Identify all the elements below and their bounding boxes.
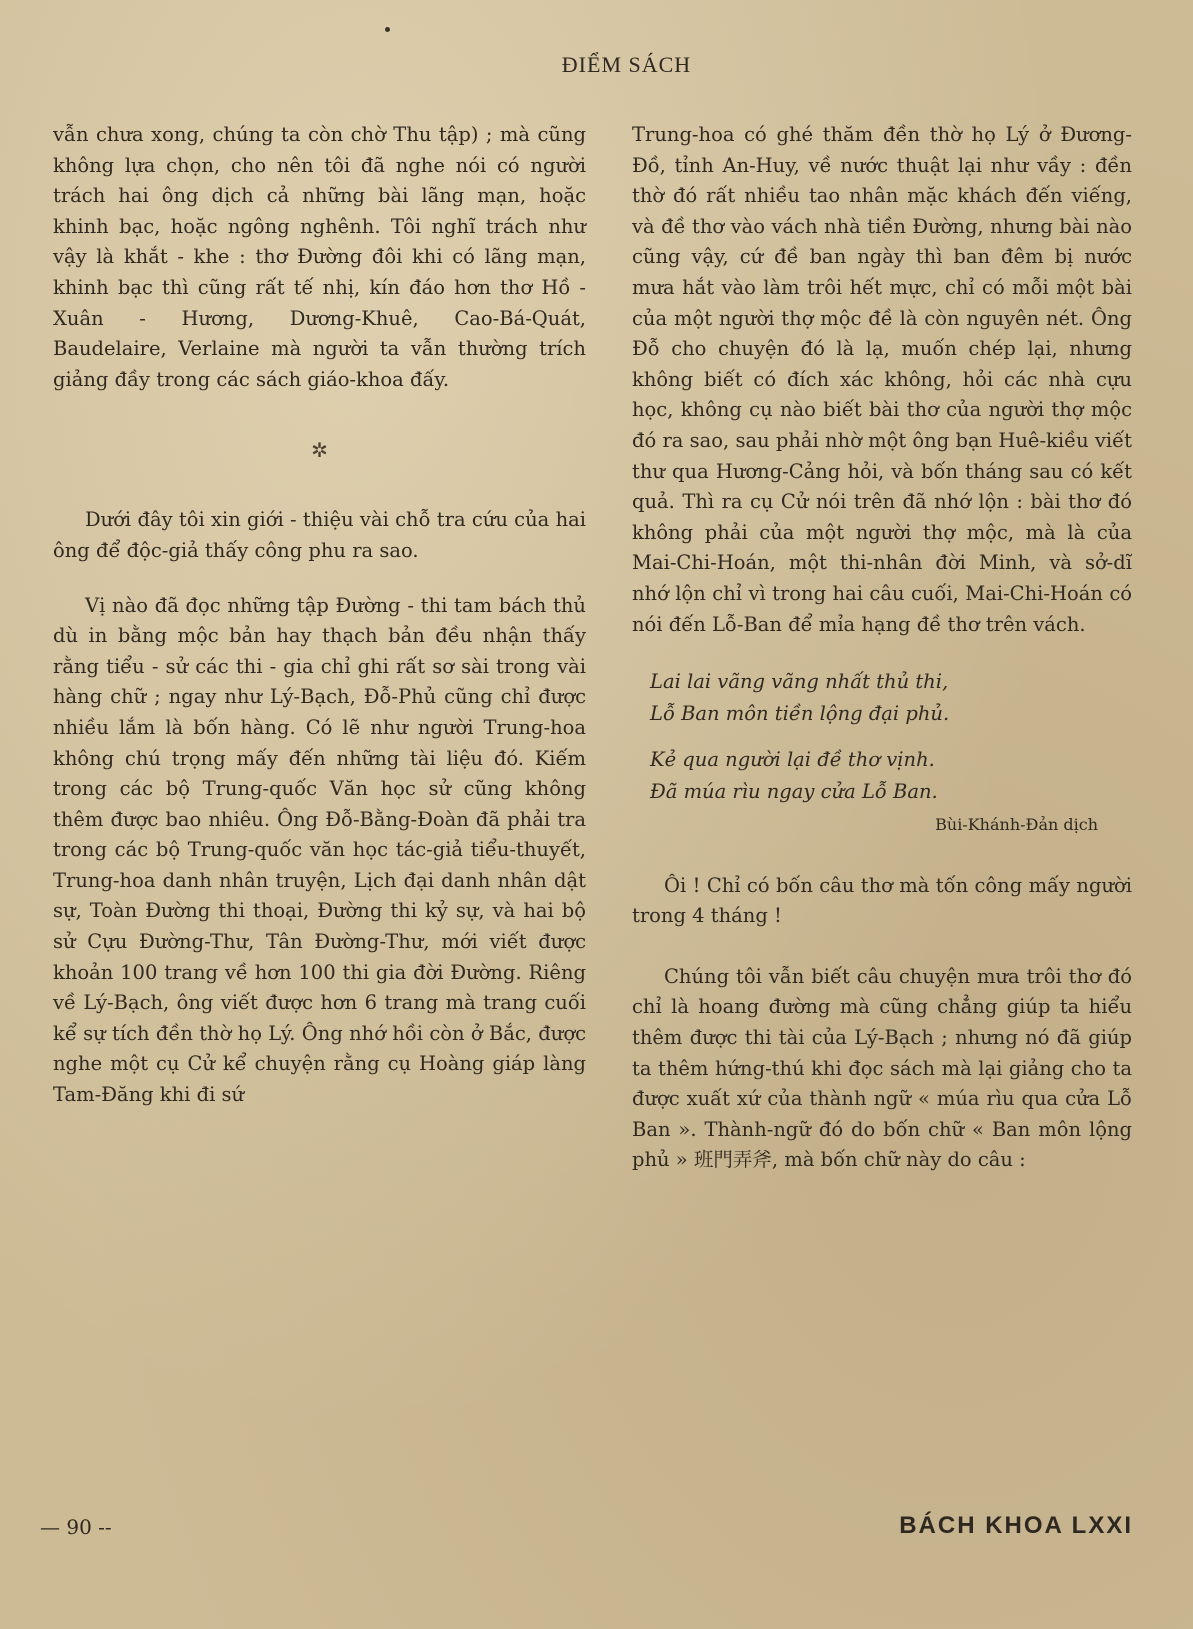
right-paragraph-2: Ôi ! Chỉ có bốn câu thơ mà tốn công mấy người trong 4 tháng ! <box>632 873 1132 928</box>
right-paragraph-3: Chúng tôi vẫn biết câu chuyện mưa trôi thơ đó chỉ là hoang đường mà cũng chẳng giúp ta hiểu thêm được thi tài của Lý-Bạch ; nhưng nó đã giúp ta thêm hứng-thú khi đọc sách mà lại giảng cho ta được xuất xứ của thành ngữ « múa rìu qua cửa Lỗ Ban ». Thành-ngữ đó do bốn chữ « Ban môn lộng phủ » 班門弄斧, mà bốn chữ này do câu : <box>632 964 1132 1172</box>
section-separator: ✲ <box>311 438 328 463</box>
poem-line: Kẻ qua người lại đề thơ vịnh. <box>650 748 935 772</box>
right-paragraph-1: Trung-hoa có ghé thăm đền thờ họ Lý ở Đương-Đồ, tỉnh An-Huy, về nước thuật lại như vầy : đền thờ đó rất nhiều tao nhân mặc khách đến viếng, và đề thơ vào vách nhà tiền Đường, nhưng bài nào cũng vậy, cứ đề ban ngày thì ban đêm bị nước mưa hắt vào làm trôi hết mực, chỉ có mỗi một bài của một người thợ mộc đề là còn nguyên nét. Ông Đỗ cho chuyện đó là lạ, muốn chép lại, nhưng không biết có đích xác không, hỏi các nhà cựu học, không cụ nào biết bài thơ của người thợ mộc đó ra sao, sau phải nhờ một ông bạn Huê-kiều viết thư qua Hương-Cảng hỏi, và bốn tháng sau có kết quả. Thì ra cụ Cử nói trên đã nhớ lộn : bài thơ đó không phải của một người thợ mộc, mà là của Mai-Chi-Hoán, một thi-nhân đời Minh, và sở-dĩ nhớ lộn chỉ vì trong hai câu cuối, Mai-Chi-Hoán có nói đến Lỗ-Ban để mỉa hạng đề thơ trên vách. <box>632 123 1132 636</box>
left-column <box>53 120 586 1111</box>
publication-name: BÁCH KHOA LXXI <box>899 1512 1133 1539</box>
running-title: ĐIỂM SÁCH <box>561 52 692 77</box>
page-number: — 90 -- <box>40 1515 112 1539</box>
left-paragraph-2: Dưới đây tôi xin giới - thiệu vài chỗ tra cứu của hai ông để độc-giả thấy công phu ra sao. <box>53 508 586 562</box>
left-paragraph-1: vẫn chưa xong, chúng ta còn chờ Thu tập) ; mà cũng không lựa chọn, cho nên tôi đã nghe nói có người trách hai ông dịch cả những bài lãng mạn, hoặc khinh bạc, hoặc ngông nghênh. Tôi nghĩ trách như vậy là khắt - khe : thơ Đường đôi khi có lãng mạn, khinh bạc thì cũng rất tế nhị, kín đáo hơn thơ Hồ - Xuân - Hương, Dương-Khuê, Cao-Bá-Quát, Baudelaire, Verlaine mà người ta vẫn thường trích giảng đầy trong các sách giáo-khoa đấy. <box>53 123 586 391</box>
left-paragraph-3: Vị nào đã đọc những tập Đường - thi tam bách thủ dù in bằng mộc bản hay thạch bản đều nhận thấy rằng tiểu - sử các thi - gia chỉ ghi rất sơ sài trong vài hàng chữ ; ngay như Lý-Bạch, Đỗ-Phủ cũng chỉ được nhiều lắm là bốn hàng. Có lẽ như người Trung-hoa không chú trọng mấy đến những tài liệu đó. Kiếm trong các bộ Trung-quốc Văn học sử cũng không thêm được bao nhiêu. Ông Đỗ-Bằng-Đoàn đã phải tra trong các bộ Trung-quốc văn học tác-giả tiểu-thuyết, Trung-hoa danh nhân truyện, Lịch đại danh nhân dật sự, Toàn Đường thi thoại, Đường thi kỷ sự, và hai bộ sử Cựu Đường-Thư, Tân Đường-Thư, mới viết được khoản 100 trang về hơn 100 thi gia đời Đường. Riêng về Lý-Bạch, ông viết được hơn 6 trang mà trang cuối kể sự tích đền thờ họ Lý. Ông nhớ hồi còn ở Bắc, được nghe một cụ Cử kể chuyện rằng cụ Hoàng giáp làng Tam-Đăng khi đi sứ <box>53 593 586 1107</box>
right-column <box>632 120 1132 1176</box>
poem-line: Đã múa rìu ngay cửa Lỗ Ban. <box>650 780 938 804</box>
poem-line: Lỗ Ban môn tiền lộng đại phủ. <box>650 702 950 726</box>
print-dot <box>385 27 390 32</box>
poem-block <box>632 666 1132 841</box>
poem-line: Lai lai vãng vãng nhất thủ thi, <box>650 670 949 694</box>
translator-credit: Bùi-Khánh-Đản dịch <box>935 815 1098 835</box>
